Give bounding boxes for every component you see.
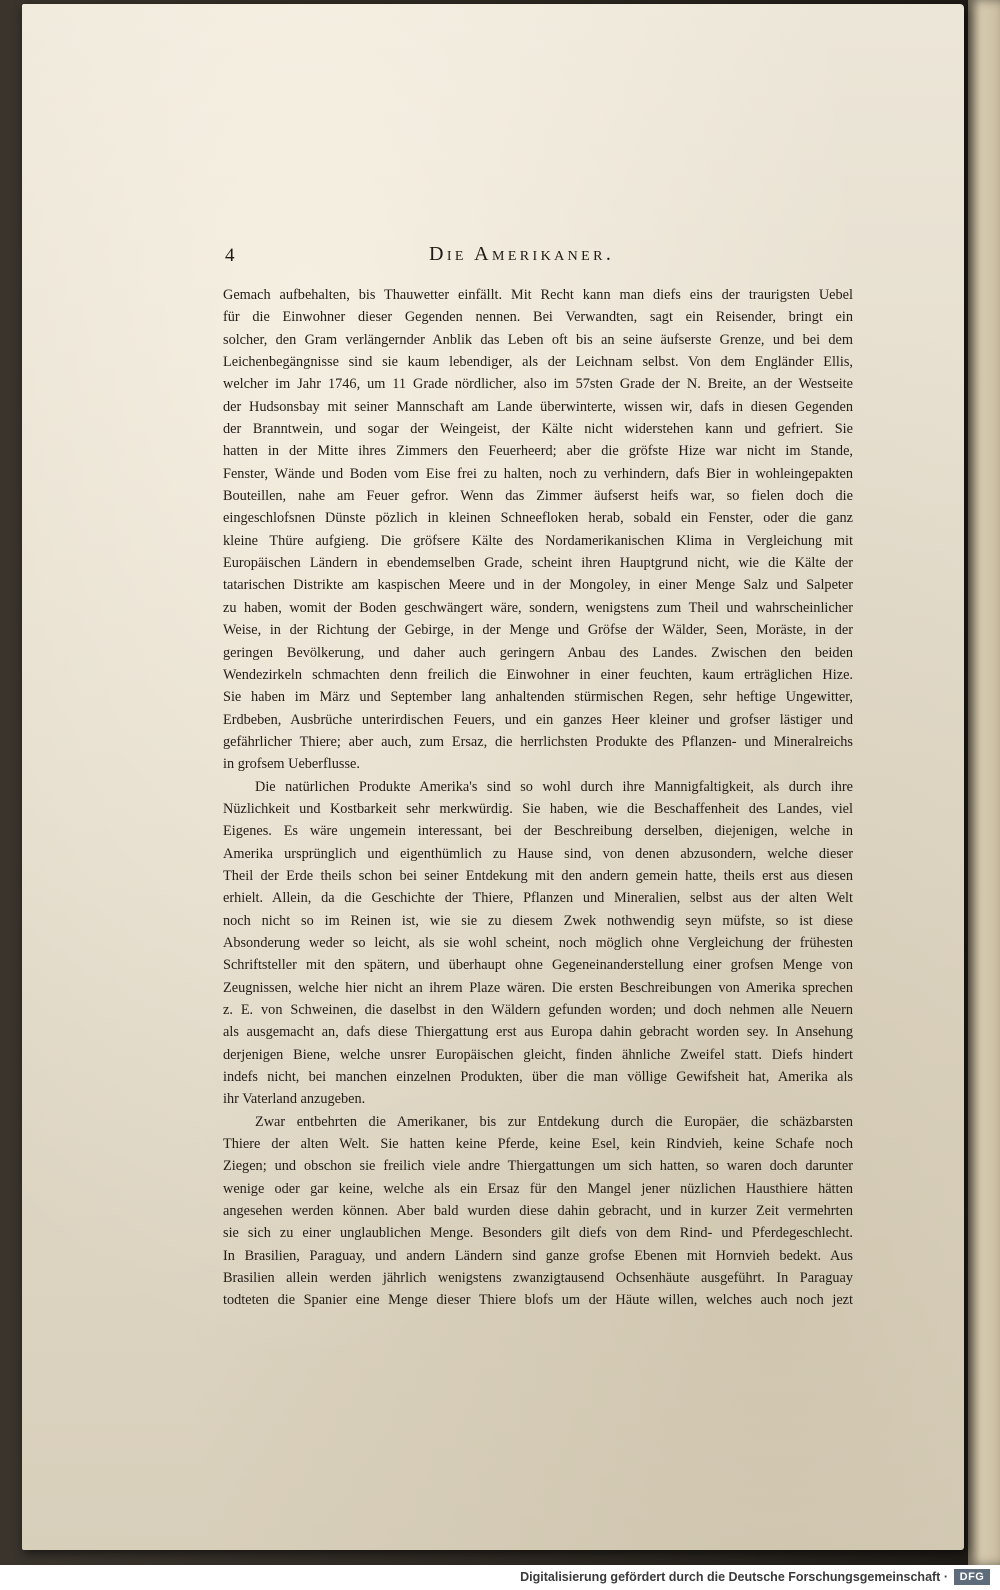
text-line: der Hudsonsbay mit seiner Mannschaft am Lande überwinterte, wissen wir, dafs in diesen Gegenden xyxy=(223,398,853,415)
funding-credit: Digitalisierung gefördert durch die Deutsche Forschungsgemeinschaft · xyxy=(520,1570,948,1584)
text-line: solcher, den Gram verlängernder Anblik das Leben oft bis an seine äufserste Grenze, und bei dem xyxy=(223,331,853,348)
text-line: derjenigen Biene, welche unsrer Europäischen gleicht, finden ähnliche Zweifel statt. Diefs hindert xyxy=(223,1046,853,1063)
text-line: noch nicht so im Reinen ist, wie sie zu diesem Zwek nothwendig seyn müfste, so ist diese xyxy=(223,912,853,929)
text-line: wenige oder gar keine, welche als ein Ersaz für den Mangel jener nüzlichen Hausthiere hätten xyxy=(223,1180,853,1197)
text-line: indefs nicht, bei manchen einzelnen Produkten, über die man völlige Gewifsheit hat, Amerika als xyxy=(223,1069,853,1086)
text-line: erhielt. Allein, da die Geschichte der Thiere, Pflanzen und Mineralien, selbst aus der alten Welt xyxy=(223,890,853,907)
text-line: Nüzlichkeit und Kostbarkeit sehr merkwürdig. Sie haben, wie die Beschaffenheit des Landes, viel xyxy=(223,800,853,817)
dfg-logo-icon: DFG xyxy=(954,1569,990,1585)
text-line: Zeugnissen, welche hier nicht an ihrem Plaze wären. Die ersten Beschreibungen von Amerika sprechen xyxy=(223,979,853,996)
text-line: Absonderung weder so leicht, als sie wohl scheint, noch möglich ohne Vergleichung der frühesten xyxy=(223,934,853,951)
text-line: tatarischen Distrikte am kaspischen Meere und in der Mongoley, in einer Menge Salz und Salpeter xyxy=(223,577,853,594)
running-head xyxy=(225,243,865,273)
adjacent-page-edge xyxy=(968,0,1000,1565)
text-line: sie sich zu einer unglaublichen Menge. Besonders gilt diefs von dem Rind- und Pferdegeschlecht. xyxy=(223,1225,853,1242)
running-title: Die Amerikaner. xyxy=(429,243,615,265)
text-line: Europäischen Ländern in ebendemselben Grade, scheint ihren Hauptgrund nicht, wie die Kälte der xyxy=(223,555,853,572)
page-number: 4 xyxy=(225,245,235,266)
text-line: In Brasilien, Paraguay, und andern Ländern sind ganze grofse Ebenen mit Hornvieh bedekt. Aus xyxy=(223,1247,853,1264)
text-line: in grofsem Ueberflusse. xyxy=(223,756,360,773)
text-line: Theil der Erde theils schon bei seiner Entdekung mit den andern gemein hatte, theils erst aus diesen xyxy=(223,867,853,884)
text-line: Ziegen; und obschon sie freilich viele andre Thiergattungen um sich hatten, so waren doch darunter xyxy=(223,1158,853,1175)
text-line: Bouteillen, nahe am Feuer gefror. Wenn das Zimmer äufserst heifs war, so fielen doch die xyxy=(223,488,853,505)
text-line: Thiere der alten Welt. Sie hatten keine Pferde, keine Esel, kein Rindvieh, keine Schafe noch xyxy=(223,1136,853,1153)
text-line: Gemach aufbehalten, bis Thauwetter einfällt. Mit Recht kann man diefs eins der traurigsten Uebel xyxy=(223,287,853,303)
text-line: Schriftsteller mit den spätern, und überhaupt ohne Gegeneinanderstellung einer grofsen Menge von xyxy=(223,957,853,974)
text-line: Leichenbegängnisse sind sie kaum lebendiger, als der Leichnam selbst. Von dem Engländer Ellis, xyxy=(223,354,853,371)
text-line: Brasilien allein werden jährlich wenigstens zwanzigtausend Ochsenhäute ausgeführt. In Paraguay xyxy=(223,1270,853,1287)
text-line: z. E. von Schweinen, die daselbst in den Wäldern gefunden worden; und doch nehmen alle Neuern xyxy=(223,1002,853,1018)
text-line: der Branntwein, und sogar der Weingeist, der Kälte nicht widerstehen kann und gefriert. Sie xyxy=(223,421,853,438)
text-line: für die Einwohner dieser Gegenden nennen. Bei Verwandten, sagt ein Reisender, bringt ein xyxy=(223,309,853,326)
text-line: zu haben, womit der Boden geschwängert wäre, sondern, wenigstens zum Theil und wahrscheinlicher xyxy=(223,599,853,616)
text-line: Erdbeben, Ausbrüche unterirdischen Feuers, und ein ganzes Heer kleiner und grofser lästiger und xyxy=(223,711,853,728)
text-line: kleine Thüre aufgieng. Die gröfsere Kälte des Nordamerikanischen Klima in Vergleichung mit xyxy=(223,532,853,549)
text-line: Zwar entbehrten die Amerikaner, bis zur Entdekung durch die Europäer, die schäzbarsten xyxy=(255,1113,853,1130)
text-line: Wendezirkeln schmachten denn freilich die Einwohner in einer feuchten, kaum erträglichen Hize. xyxy=(223,666,853,683)
text-line: Eigenes. Es wäre ungemein interessant, bei der Beschreibung derselben, diejenigen, welche in xyxy=(223,823,853,840)
text-line: gefährlicher Thiere; aber auch, zum Ersaz, die herrlichsten Produkte des Pflanzen- und Mineralreichs xyxy=(223,733,853,750)
text-line: Weise, in der Richtung der Gebirge, in der Menge und Gröfse der Wälder, Seen, Moräste, in der xyxy=(223,622,853,639)
text-line: eingeschlofsnen Dünste pözlich in kleinen Schneefloken herab, sobald ein Fenster, oder die ganz xyxy=(223,510,853,527)
body-text xyxy=(223,284,853,1312)
text-line: hatten in der Mitte ihres Zimmers den Feuerheerd; aber die gröfste Hize war nicht im Stande, xyxy=(223,443,853,460)
text-line: todteten die Spanier eine Menge dieser Thiere blofs um der Häute willen, welches auch noch jezt xyxy=(223,1292,853,1309)
text-line: als ausgemacht an, dafs diese Thiergattung erst aus Europa dahin gebracht worden sey. In Ansehung xyxy=(223,1024,853,1041)
digitization-footer xyxy=(0,1565,1000,1590)
text-line: geringen Bevölkerung, und daher auch geringern Anbau des Landes. Zwischen den beiden xyxy=(223,644,853,661)
text-line: Amerika ursprünglich und eigenthümlich zu Hause sind, von denen abzusondern, welche dieser xyxy=(223,845,853,862)
text-line: welcher im Jahr 1746, um 11 Grade nördlicher, also im 57sten Grade der N. Breite, an der Westseite xyxy=(223,376,853,393)
text-line: angesehen werden können. Aber bald wurden diese dahin gebracht, und in kurzer Zeit vermehrten xyxy=(223,1203,853,1220)
text-line: Sie haben im März und September lang anhaltenden stürmischen Regen, sehr heftige Ungewitter, xyxy=(223,689,853,706)
text-line: Fenster, Wände und Boden vom Eise frei zu halten, noch zu verhindern, dafs Bier in wohleingepakten xyxy=(223,465,853,482)
text-line: ihr Vaterland anzugeben. xyxy=(223,1091,366,1108)
text-line: Die natürlichen Produkte Amerika's sind so wohl durch ihre Mannigfaltigkeit, als durch ihre xyxy=(255,778,853,795)
